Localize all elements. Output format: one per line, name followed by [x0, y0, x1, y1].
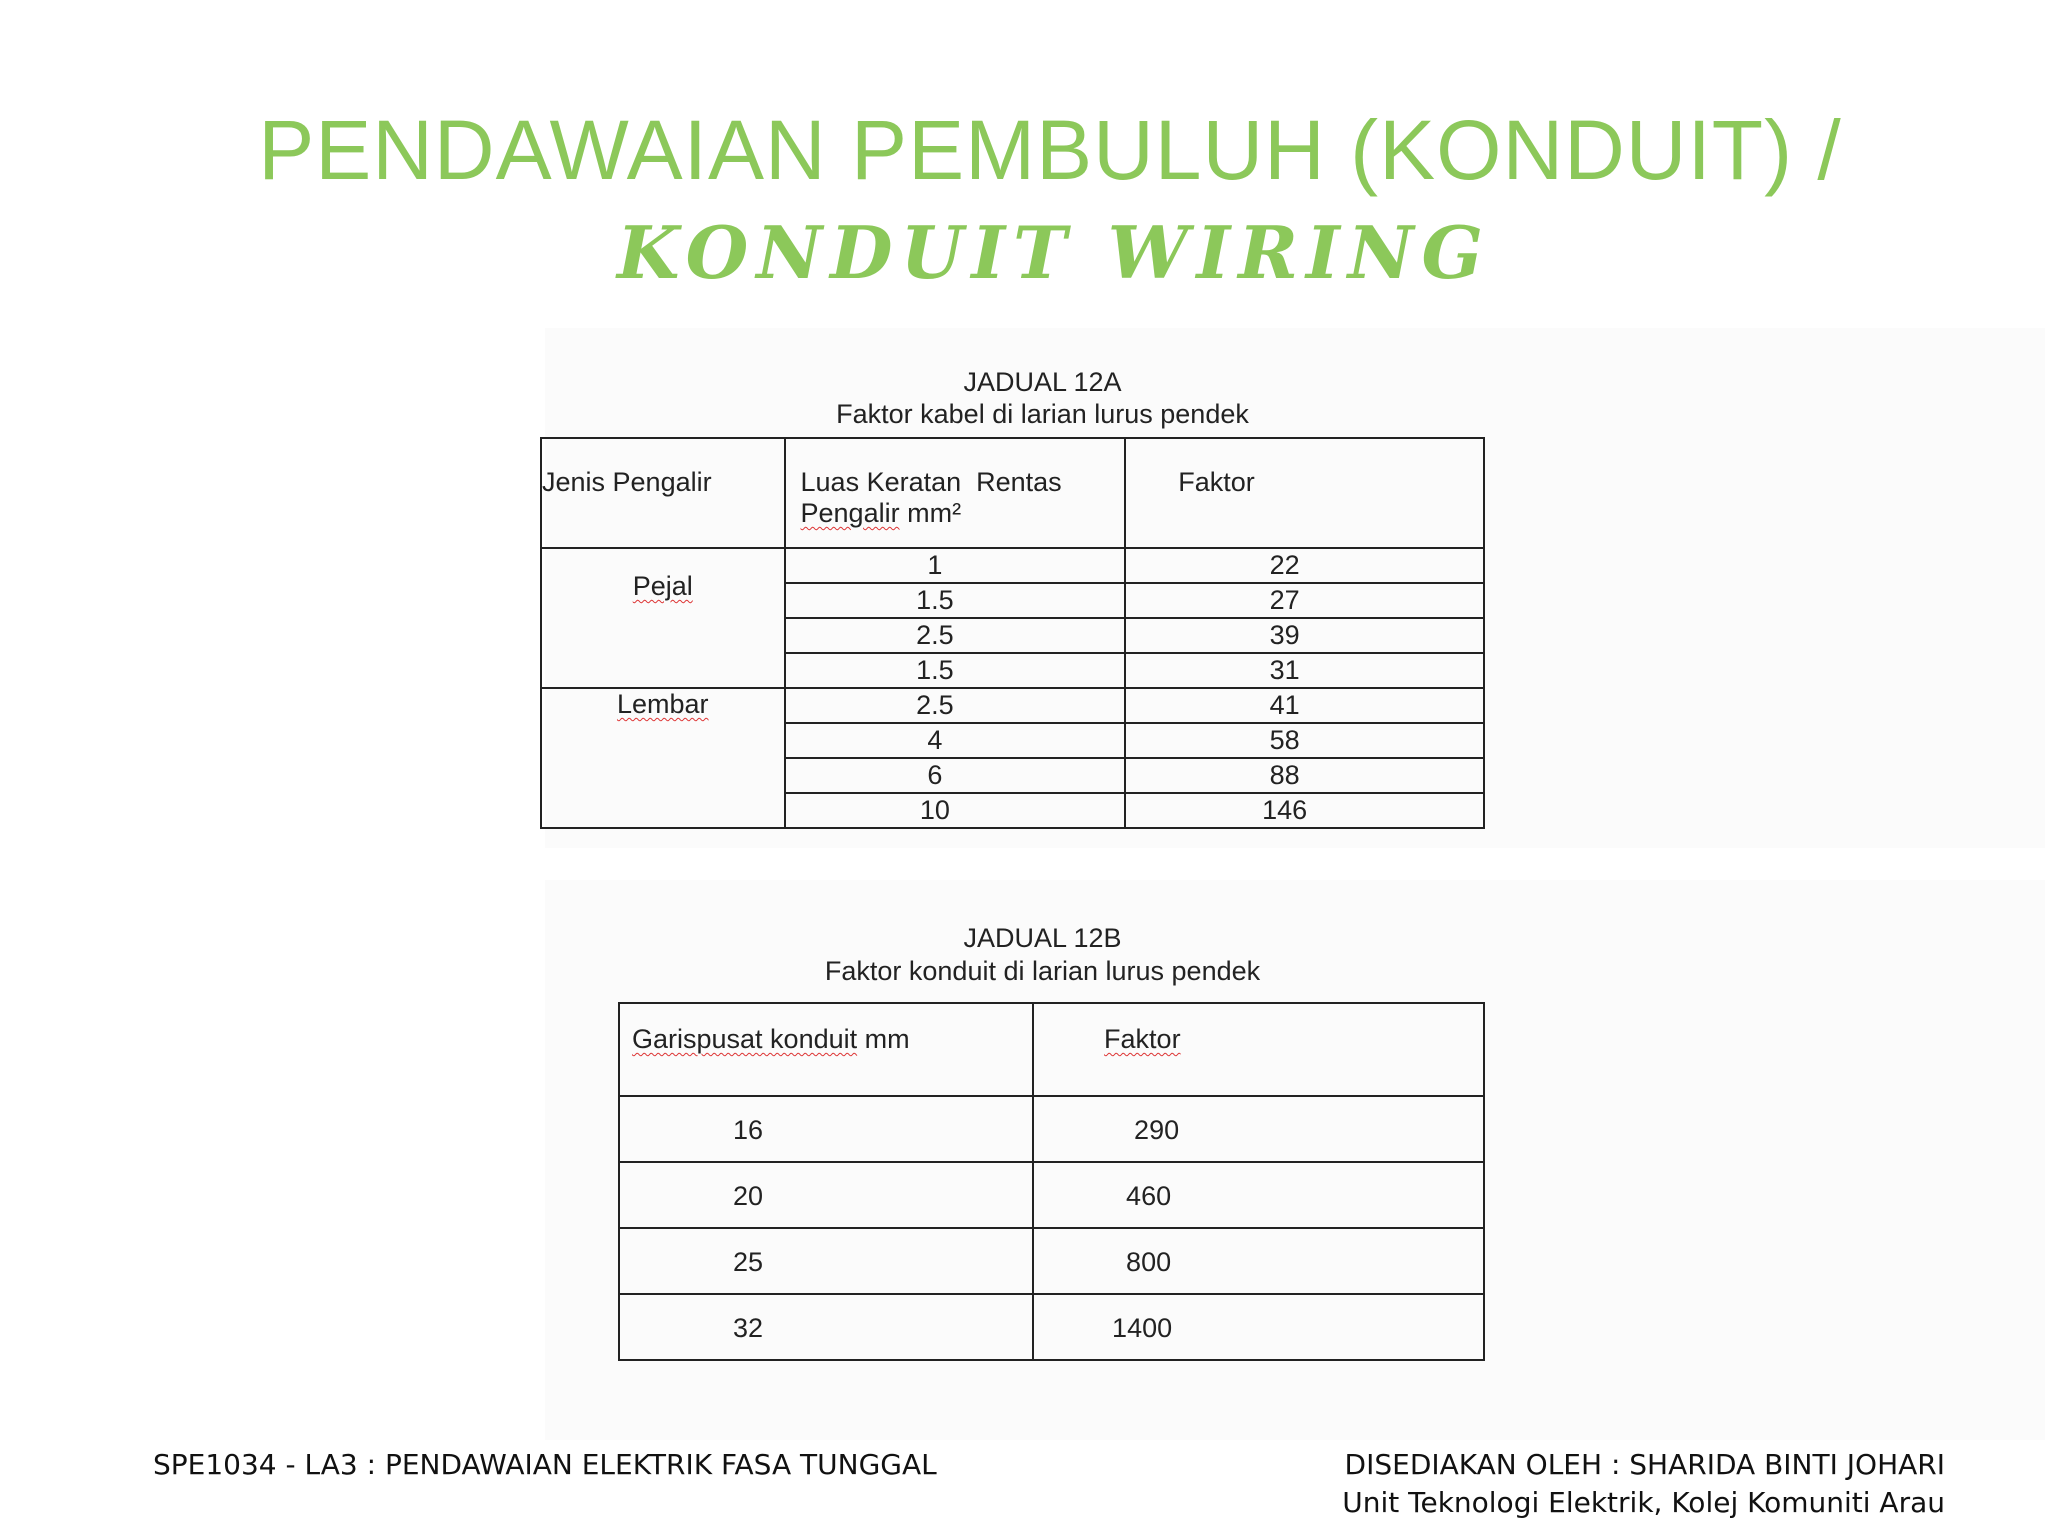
table-12b-subcaption: Faktor konduit di larian lurus pendek [824, 956, 1261, 986]
diameter-cell: 20 [619, 1162, 1033, 1228]
size-cell: 1.5 [785, 653, 1126, 688]
header-faktor [1033, 1003, 1484, 1096]
factor-cell: 41 [1125, 688, 1484, 723]
size-cell: 2.5 [785, 688, 1126, 723]
factor-cell: 58 [1125, 723, 1484, 758]
footer-institution: Unit Teknologi Elektrik, Kolej Komuniti Arau [1342, 1486, 1945, 1519]
header-luas-keratan [785, 438, 1126, 548]
table-12a-caption: JADUAL 12A [963, 367, 1122, 397]
table-header-row [541, 438, 1484, 548]
table-row [541, 688, 1484, 723]
diameter-cell: 25 [619, 1228, 1033, 1294]
table-12a [540, 437, 1485, 829]
factor-cell: 88 [1125, 758, 1484, 793]
footer-course-title: SPE1034 - LA3 : PENDAWAIAN ELEKTRIK FASA TUNGGAL [153, 1448, 937, 1481]
size-cell: 10 [785, 793, 1126, 828]
header-label-unit: mm [864, 1024, 910, 1054]
table-header-row [619, 1003, 1484, 1096]
slide-title: PENDAWAIAN PEMBULUH (KONDUIT) / [258, 103, 1842, 197]
table-row [619, 1294, 1484, 1360]
group-label: Lembar [616, 689, 709, 719]
group-cell-pejal [541, 548, 785, 688]
header-faktor [1125, 438, 1484, 548]
table-12a-subcaption: Faktor kabel di larian lurus pendek [836, 399, 1249, 429]
size-cell: 4 [785, 723, 1126, 758]
table-row [619, 1096, 1484, 1162]
factor-cell: 290 [1033, 1096, 1484, 1162]
size-cell: 6 [785, 758, 1126, 793]
header-label: Jenis Pengalir [542, 467, 712, 497]
factor-cell: 146 [1262, 795, 1308, 825]
header-jenis-pengalir [541, 438, 785, 548]
size-cell: 2.5 [785, 618, 1126, 653]
factor-cell: 31 [1125, 653, 1484, 688]
factor-cell: 39 [1125, 618, 1484, 653]
header-label: Garispusat konduit [632, 1024, 858, 1054]
header-label: Faktor [1104, 1024, 1181, 1054]
header-label-pengalir: Pengalir [800, 498, 900, 528]
size-cell: 1.5 [785, 583, 1126, 618]
header-garispusat [619, 1003, 1033, 1096]
factor-cell: 800 [1033, 1228, 1484, 1294]
footer-credits [1342, 1446, 1945, 1522]
size-cell: 1 [785, 548, 1126, 583]
factor-cell: 460 [1033, 1162, 1484, 1228]
factor-cell: 1400 [1112, 1313, 1173, 1343]
table-row [541, 548, 1484, 583]
table-12b [618, 1002, 1485, 1361]
slide-subtitle: KONDUIT WIRING [616, 210, 1492, 295]
factor-cell: 27 [1125, 583, 1484, 618]
table-row [619, 1228, 1484, 1294]
table-12b-caption: JADUAL 12B [963, 923, 1122, 953]
group-cell-lembar [541, 688, 785, 828]
group-label: Pejal [632, 571, 693, 601]
header-label: Luas Keratan Rentas [800, 467, 1062, 497]
factor-cell: 22 [1125, 548, 1484, 583]
header-label-unit: mm² [907, 498, 962, 528]
footer-author: DISEDIAKAN OLEH : SHARIDA BINTI JOHARI [1344, 1448, 1945, 1481]
diameter-cell: 32 [619, 1294, 1033, 1360]
table-row [619, 1162, 1484, 1228]
header-label: Faktor [1178, 467, 1255, 497]
diameter-cell: 16 [619, 1096, 1033, 1162]
